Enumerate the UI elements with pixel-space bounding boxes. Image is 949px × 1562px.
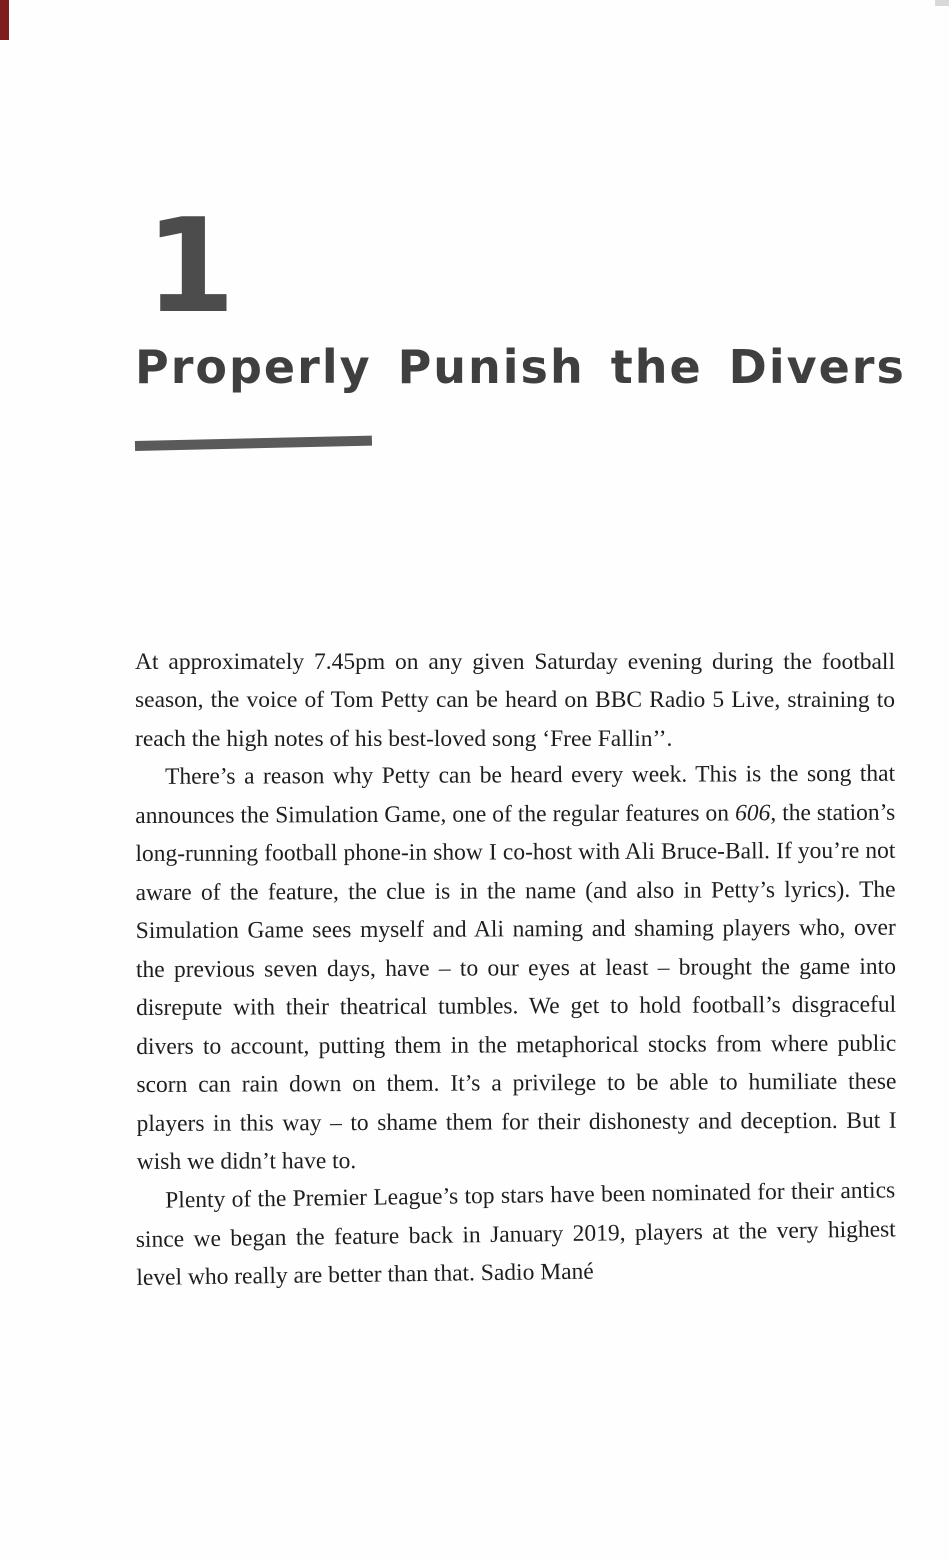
body-paragraph (135, 1171, 897, 1297)
body-text (135, 643, 895, 1298)
title-rule (135, 435, 372, 450)
text-run: , the station’s long-running football phone-in show I co-host with Ali Bruce-Ball. If you’re not aware of the feature, the clue is in the name (and also in Petty’s lyrics). The Simulation Game sees myself and Ali naming and shaming players who, over the previous seven days, have – to our eyes at least – brought the game into disrepute with their theatrical tumbles. We get to hold football’s disgraceful divers to account, putting them in the metaphorical stocks from where public scorn can rain down on them. It’s a privilege to be able to humiliate these players in this way – to shame them for their dishonesty and deception. But I wish we didn’t have to. (135, 799, 897, 1176)
chapter-number: 1 (145, 190, 236, 342)
body-paragraph (135, 755, 897, 1182)
page-content (135, 0, 906, 1297)
chapter-title: Properly Punish the Divers (135, 339, 906, 394)
italic-text-run: 606 (734, 800, 771, 827)
text-run: At approximately 7.45pm on any given Saturday evening during the football season, the voice of Tom Petty can be heard on BBC Radio 5 Live, straining to reach the high notes of his best-loved song ‘Free Fallin’’. (135, 648, 895, 752)
scan-edge-mark-left (0, 0, 9, 40)
text-run: Plenty of the Premier League’s top stars have been nominated for their antics since we began the feature back in January 2019, players at the very highest level who really are better than that. Sadio Mané (135, 1177, 896, 1291)
body-paragraph (135, 643, 895, 759)
scan-edge-mark-right (935, 0, 949, 6)
text-run: There’s a reason why Petty can be heard every week. This is the song that announces the Simulation Game, one of the regular features on (135, 760, 896, 829)
